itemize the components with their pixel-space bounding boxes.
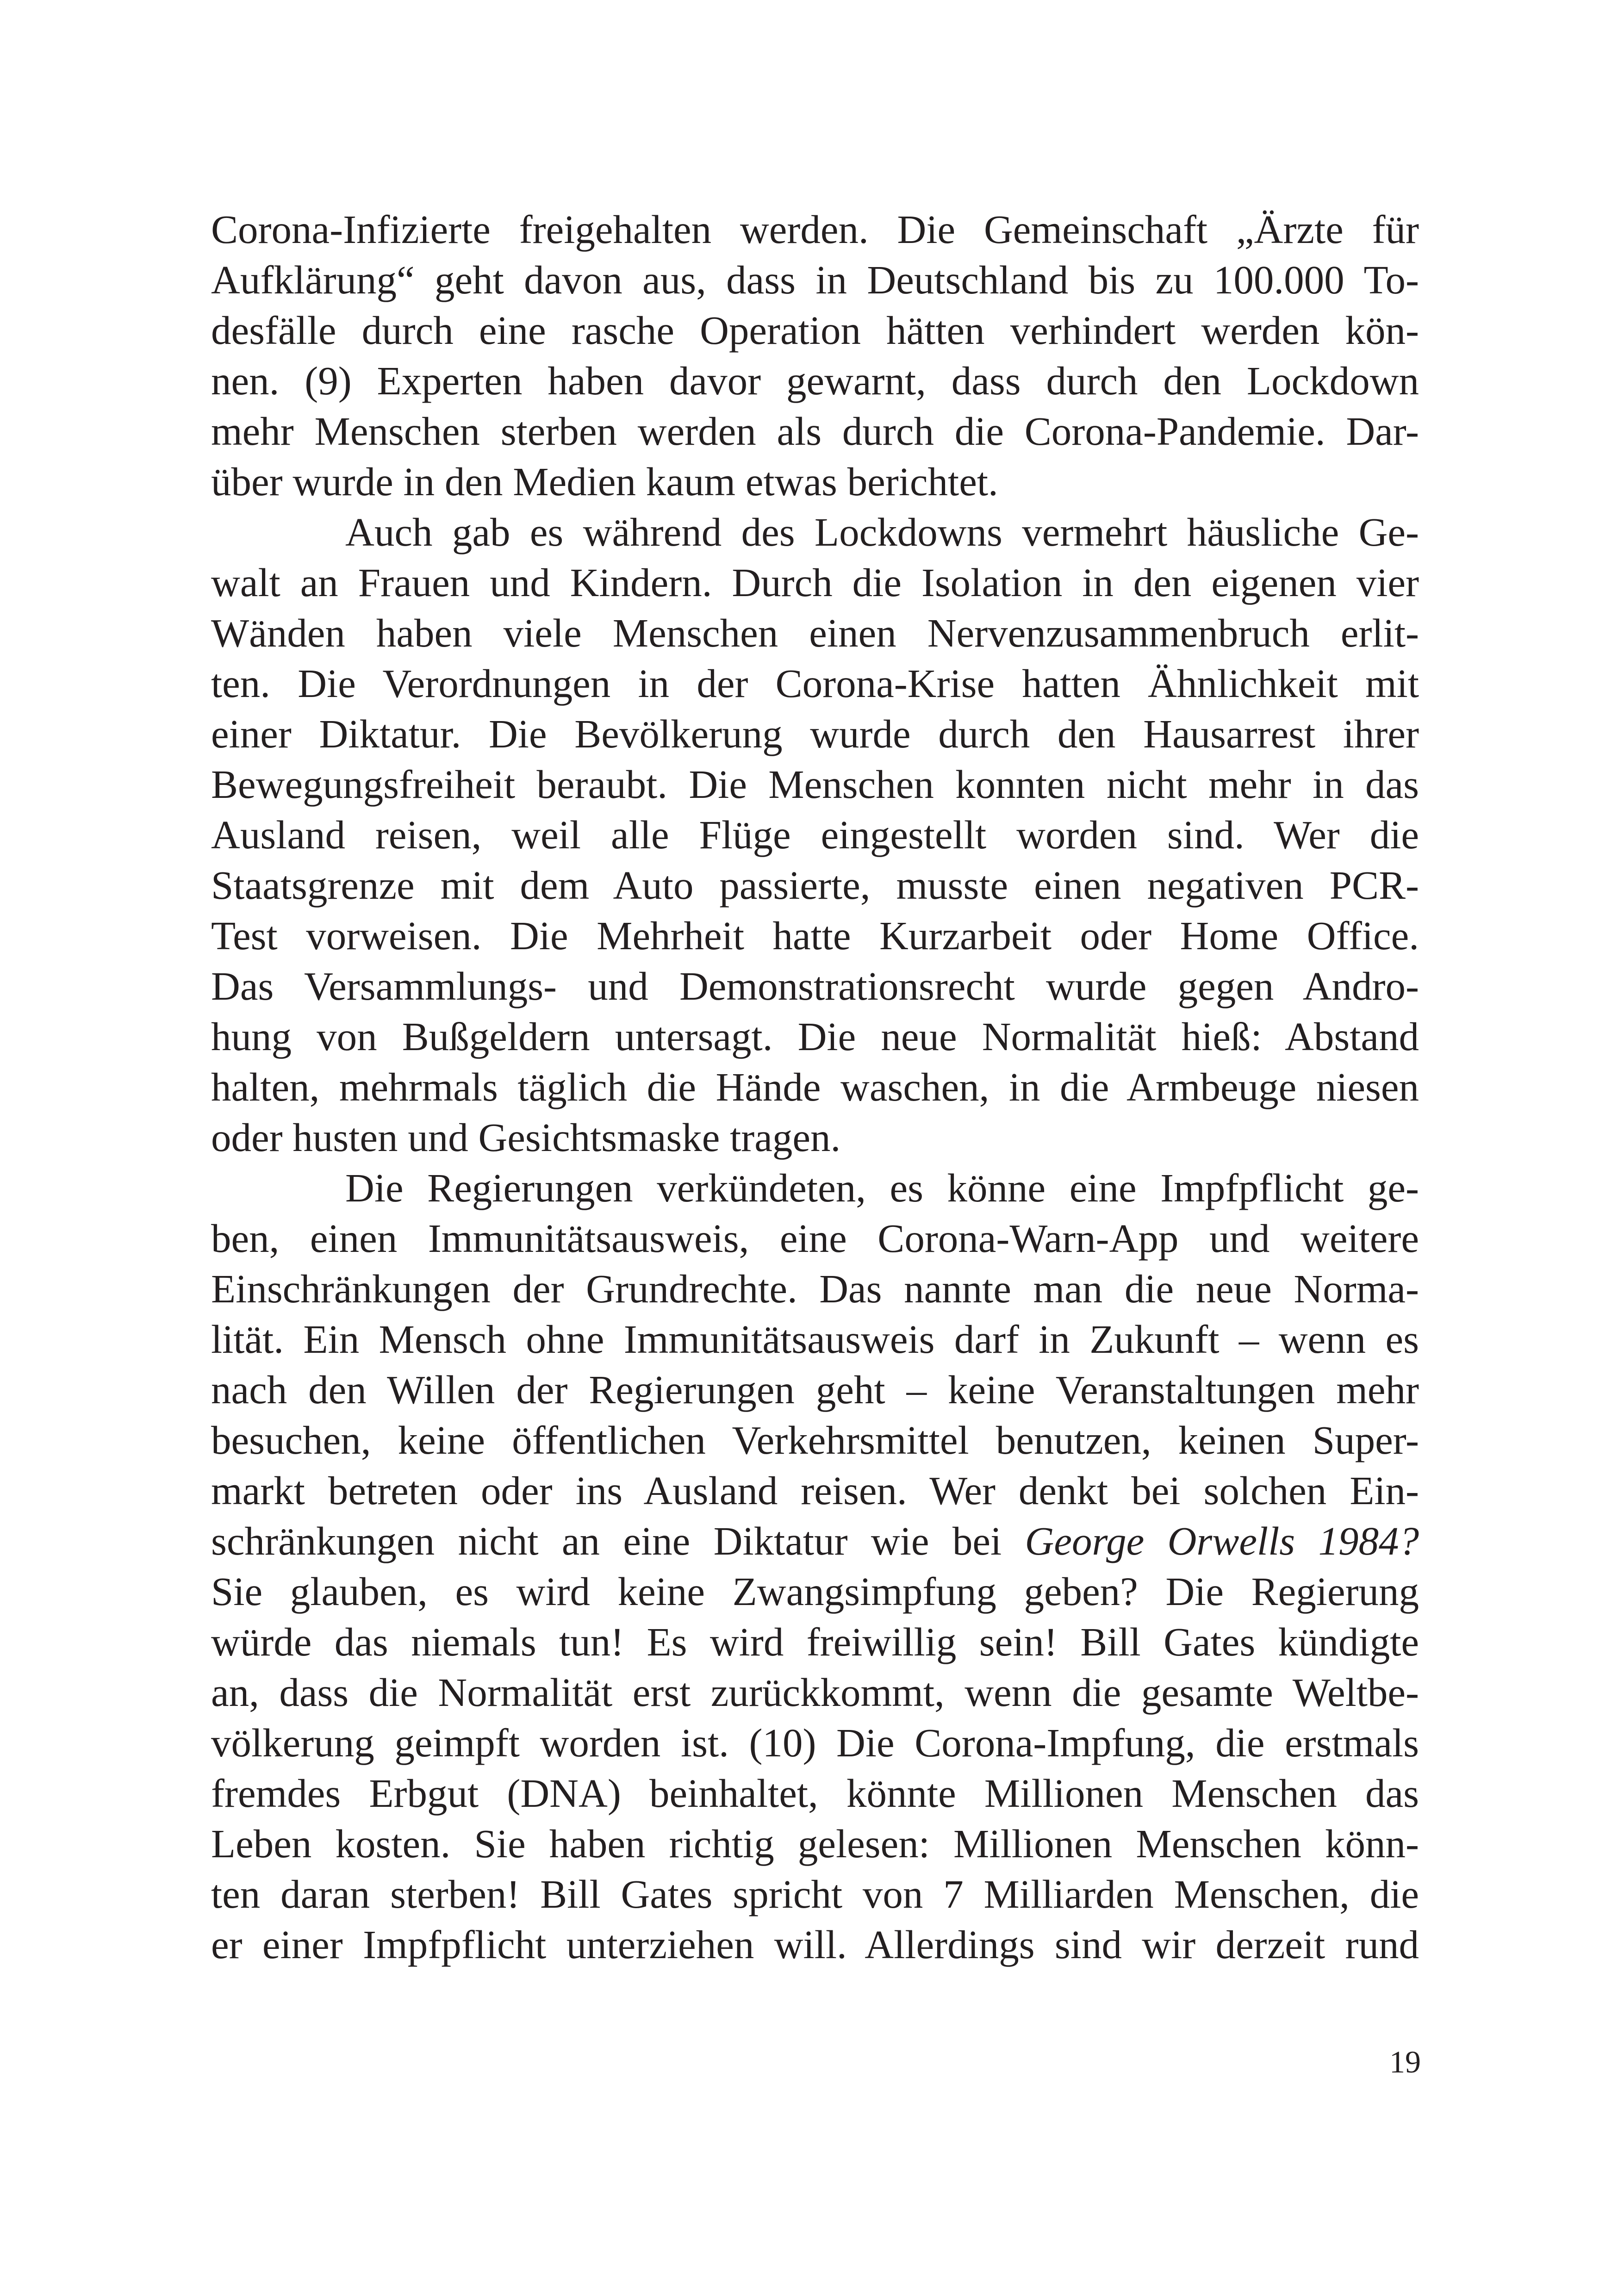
text-line bbox=[211, 709, 1419, 759]
text-line bbox=[211, 809, 1419, 860]
text-line bbox=[211, 1667, 1419, 1717]
text-line-content: würde das niemals tun! Es wird freiwillig sein! Bill Gates kündigte bbox=[211, 1619, 1419, 1664]
text-line-content: hung von Bußgeldern untersagt. Die neue Normalität hieß: Abstand bbox=[211, 1014, 1419, 1059]
text-line bbox=[211, 1112, 1419, 1163]
text-line-content: Corona-Infizierte freigehalten werden. Die Gemeinschaft „Ärzte für bbox=[211, 207, 1419, 252]
text-line-content: mehr Menschen sterben werden als durch die Corona-Pandemie. Dar- bbox=[211, 409, 1419, 454]
text-line-content: halten, mehrmals täglich die Hände waschen, in die Armbeuge niesen bbox=[211, 1064, 1419, 1109]
text-line-content: nen. (9) Experten haben davor gewarnt, dass durch den Lockdown bbox=[211, 358, 1419, 403]
text-line-content: Wänden haben viele Menschen einen Nervenzusammenbruch erlit- bbox=[211, 610, 1419, 655]
text-line bbox=[211, 204, 1419, 255]
text-line-content: Sie glauben, es wird keine Zwangsimpfung geben? Die Regierung bbox=[211, 1569, 1419, 1614]
text-line bbox=[211, 355, 1419, 406]
text-line-content: über wurde in den Medien kaum etwas berichtet. bbox=[211, 459, 998, 504]
text-line-content: er einer Impfpflicht unterziehen will. Allerdings sind wir derzeit rund bbox=[211, 1922, 1419, 1967]
text-line-content: ben, einen Immunitätsausweis, eine Corona-Warn-App und weitere bbox=[211, 1216, 1419, 1261]
text-line bbox=[211, 1364, 1419, 1415]
text-line-content: ten. Die Verordnungen in der Corona-Krise hatten Ähnlichkeit mit bbox=[211, 661, 1419, 706]
text-line bbox=[211, 1163, 1419, 1213]
text-line-content: Die Regierungen verkündeten, es könne eine Impfpflicht ge- bbox=[345, 1165, 1419, 1210]
text-line-content: Einschränkungen der Grundrechte. Das nannte man die neue Norma- bbox=[211, 1266, 1419, 1311]
text-line bbox=[211, 1314, 1419, 1364]
text-line-content: einer Diktatur. Die Bevölkerung wurde durch den Hausarrest ihrer bbox=[211, 711, 1419, 756]
text-line bbox=[211, 1919, 1419, 1970]
text-line bbox=[211, 860, 1419, 910]
text-line-content: völkerung geimpft worden ist. (10) Die Corona-Impfung, die erstmals bbox=[211, 1720, 1419, 1765]
text-line bbox=[211, 305, 1419, 355]
text-line bbox=[211, 1768, 1419, 1818]
text-line bbox=[211, 1011, 1419, 1062]
text-line bbox=[211, 1818, 1419, 1869]
text-line bbox=[211, 1516, 1419, 1566]
text-line-content: fremdes Erbgut (DNA) beinhaltet, könnte Millionen Menschen das bbox=[211, 1771, 1419, 1816]
text-line-content: ten daran sterben! Bill Gates spricht von 7 Milliarden Menschen, die bbox=[211, 1872, 1419, 1916]
text-line-content: Leben kosten. Sie haben richtig gelesen: Millionen Menschen könn- bbox=[211, 1821, 1419, 1866]
text-line-content: lität. Ein Mensch ohne Immunitätsausweis darf in Zukunft – wenn es bbox=[211, 1317, 1419, 1362]
text-line bbox=[211, 1415, 1419, 1465]
page-number: 19 bbox=[1389, 2044, 1421, 2079]
text-line bbox=[211, 255, 1419, 305]
text-line bbox=[211, 1062, 1419, 1112]
book-title-reference: George Orwells 1984? bbox=[1025, 1518, 1419, 1563]
text-line-content: Das Versammlungs- und Demonstrationsrecht wurde gegen Andro- bbox=[211, 964, 1419, 1008]
text-line bbox=[211, 1263, 1419, 1314]
body-text bbox=[211, 204, 1419, 1970]
text-line-content: Aufklärung“ geht davon aus, dass in Deutschland bis zu 100.000 To- bbox=[211, 257, 1419, 302]
text-line bbox=[211, 557, 1419, 608]
text-line bbox=[211, 1869, 1419, 1919]
text-line-content: markt betreten oder ins Ausland reisen. Wer denkt bei solchen Ein- bbox=[211, 1468, 1419, 1513]
text-line-content: desfälle durch eine rasche Operation hätten verhindert werden kön- bbox=[211, 308, 1419, 353]
text-line bbox=[211, 961, 1419, 1011]
text-line bbox=[211, 456, 1419, 507]
text-line-content: Staatsgrenze mit dem Auto passierte, musste einen negativen PCR- bbox=[211, 863, 1419, 908]
text-line bbox=[211, 406, 1419, 456]
text-line-content: nach den Willen der Regierungen geht – keine Veranstaltungen mehr bbox=[211, 1367, 1419, 1412]
text-line-content: walt an Frauen und Kindern. Durch die Isolation in den eigenen vier bbox=[211, 560, 1419, 605]
text-line bbox=[211, 1213, 1419, 1263]
text-line-content: Auch gab es während des Lockdowns vermehrt häusliche Ge- bbox=[345, 510, 1419, 554]
text-line bbox=[211, 759, 1419, 809]
text-line bbox=[211, 658, 1419, 709]
text-line bbox=[211, 910, 1419, 961]
text-line bbox=[211, 1465, 1419, 1516]
text-line bbox=[211, 507, 1419, 557]
text-line-content: besuchen, keine öffentlichen Verkehrsmittel benutzen, keinen Super- bbox=[211, 1418, 1419, 1462]
text-line-content: Bewegungsfreiheit beraubt. Die Menschen konnten nicht mehr in das bbox=[211, 762, 1419, 807]
text-line-content: oder husten und Gesichtsmaske tragen. bbox=[211, 1115, 841, 1160]
text-line bbox=[211, 1617, 1419, 1667]
text-line-content: Test vorweisen. Die Mehrheit hatte Kurzarbeit oder Home Office. bbox=[211, 913, 1419, 958]
text-line bbox=[211, 1717, 1419, 1768]
text-line bbox=[211, 1566, 1419, 1617]
text-line-content: schränkungen nicht an eine Diktatur wie bei bbox=[211, 1518, 1025, 1563]
text-line bbox=[211, 608, 1419, 658]
text-line-content: an, dass die Normalität erst zurückkommt, wenn die gesamte Weltbe- bbox=[211, 1670, 1419, 1715]
text-line-content: Ausland reisen, weil alle Flüge eingestellt worden sind. Wer die bbox=[211, 812, 1419, 857]
